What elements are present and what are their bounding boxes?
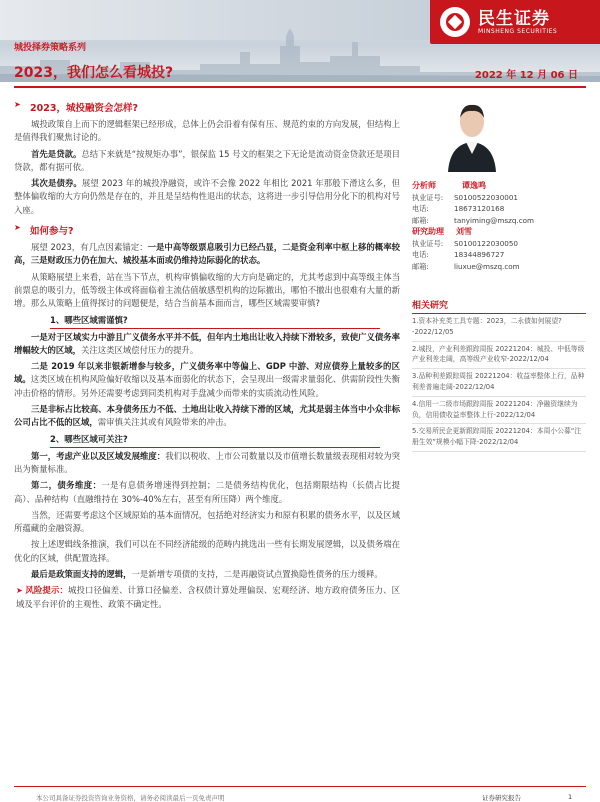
- analyst-info: 分析师 谭逸鸣 执业证号: S0100522030001 电话: 18673120168 邮箱: tanyiming@mszq.com 研究助理 刘雪 执业证号: S0100122030050 电话: 18344896727 邮箱: liuxue@mszq.com: [412, 181, 535, 271]
- paragraph: 首先是贷款。总结下来就是“按规矩办事”，银保监 15 号文的框架之下无论是流动资金贷款还是项目贷款，都有据可依。: [14, 148, 401, 172]
- paragraph: 按上述逻辑线条推演，我们可以在不同经济能级的范畴内挑选出一些有长期发展逻辑，以及债务端在优化的区域，供配置选择。: [14, 539, 400, 563]
- subsection-title-attention: 2、哪些区域可关注?: [50, 433, 380, 448]
- paragraph: 展望 2023，有几点因素锚定：一是中高等级票息吸引力已经凸显，二是资金利率中枢上移的概率较高，三是财政压力仍在加大、城投基本面或仍维持边际弱化的状态。: [14, 242, 400, 266]
- paragraph: 最后是政策面支持的逻辑，一是新增专项债的支持，二是再融资试点置换隐性债务的压力缓释。: [31, 569, 383, 580]
- paragraph: 三是非标占比较高、本身债务压力不低、土地出让收入持续下滑的区域，尤其是弱主体当中小众非标公司占比不低的区域，需审慎关注其或有风险带来的冲击。: [14, 404, 400, 428]
- logo-chinese-name: 民生证券: [478, 8, 550, 29]
- title-row: [0, 54, 600, 82]
- page-footer: [14, 786, 586, 802]
- related-research-item[interactable]: 3.品种利差跟踪周报 20221204：收益率整体上行，品种利差普遍走阔-2022/12/04: [412, 369, 586, 397]
- main-content: [14, 100, 400, 614]
- related-research-item[interactable]: 5.交易所民企更新跟踪周报 20221204：本周小公募“注册生效”规模小幅下降-2022/12/04: [412, 424, 586, 452]
- analyst-photo: [442, 96, 502, 172]
- assistant-role: 研究助理: [412, 227, 444, 236]
- related-research-title: 相关研究: [412, 298, 586, 314]
- paragraph: 当然，还需要考虑这个区域原始的基本面情况，包括绝对经济实力和原有积累的债务水平，以及区域所蕴藏的金融资源。: [14, 509, 400, 534]
- header-divider: [14, 86, 586, 88]
- related-research-item[interactable]: 4.信用一二级市场跟踪周报 20221204：净融资继续为负，信用债收益率整体上行-2022/12/04: [412, 397, 586, 425]
- assistant-email: liuxue@mszq.com: [454, 261, 520, 271]
- section-title-financing: ➤ 2023，城投融资会怎样?: [30, 100, 400, 114]
- assistant-name: 刘雪: [456, 227, 472, 236]
- paragraph: 从策略展望上来看，站在当下节点，机构审慎偏收缩的大方向是确定的，尤其考虑到中高等级主体当前票息的吸引力，低等级主体或将面临着主流估值敏感型机构的边际撤出，哪怕不撤出也很难有大量的新增。那么从策略上值得探讨的问题便是，结合当前基本面而言，哪些区域需要审慎?: [14, 271, 400, 309]
- document-type: 证券研究报告: [482, 794, 521, 802]
- related-research: [412, 298, 586, 452]
- page-title: 2023，我们怎么看城投?: [14, 65, 174, 81]
- related-research-item[interactable]: 2.城投，产业利差跟踪周报 20221204：城投、中低等级产业利差走阔，高等级产业收窄-2022/12/04: [412, 342, 586, 370]
- analyst-name: 谭逸鸣: [462, 181, 486, 190]
- risk-title: 风险提示：: [25, 585, 68, 596]
- paragraph-lead: 其次是债券。: [31, 178, 82, 189]
- paragraph-lead: 首先是贷款。: [31, 148, 82, 159]
- paragraph: 第二，债务维度：一是有息债务增速得到控制；二是债务结构优化，包括期限结构（长债占比提高）、品种结构（直融维持在 30%-40%左右，甚至有所压降）两个维度。: [14, 480, 401, 504]
- subsection-title-caution: 1、哪些区域需谨慎?: [50, 314, 380, 329]
- logo-english-name: MINSHENG SECURITIES: [478, 27, 558, 35]
- paragraph: 城投政策自上而下的逻辑框架已经形成，总体上仍会沿着有保有压、规范约束的方向发展，但结构上是值得我们聚焦讨论的。: [14, 119, 400, 143]
- related-research-item[interactable]: 1.资本补充类工具专题：2023，二永债如何展望? -2022/12/05: [412, 314, 586, 342]
- paragraph: 第一，考虑产业以及区域发展维度：我们以税收、上市公司数量以及市值增长数量级表现相对较为突出为衡量标准。: [14, 450, 400, 474]
- paragraph: 其次是债券。展望 2023 年的城投净融资，或许不会像 2022 年相比 2021 年那般下滑这么多，但整体偏收缩的大方向仍然是存在的，并且是呈结构性退出的状态，这将进一步引导信用分化下的机构对号入座。: [14, 178, 400, 215]
- disclaimer-text: 本公司具备证券投资咨询业务资格，请务必阅读最后一页免责声明: [36, 794, 225, 802]
- paragraph: 一是对于区域实力中游且广义债务水平并不低，但年内土地出让收入持续下滑较多，致使广义债务率增幅较大的区域，关注这类区域偿付压力的提升。: [14, 331, 400, 355]
- analyst-email: tanyiming@mszq.com: [454, 215, 535, 225]
- page-number: 1: [568, 793, 573, 801]
- paragraph: 二是 2019 年以来非银新增参与较多，广义债务率中等偏上、GDP 中游、对应债券上量较多的区域。这类区域在机构风险偏好收缩以及基本面弱化的状态下，会呈现出一级需求量弱化、供需阶段性失衡冲击价格的情形。另外还需要考虑到同类机构对手盘减少而带来的实质流动性风险。: [14, 361, 401, 398]
- report-date: 2022 年 12 月 06 日: [474, 70, 578, 81]
- report-series: 城投择券策略系列: [14, 43, 87, 53]
- brand-logo: [430, 0, 600, 44]
- risk-paragraph: ➤ 风险提示：城投口径偏差、计算口径偏差、含权债计算处理偏误、宏观经济、地方政府债务压力、区域及平台评价的主观性、政策不确定性。: [16, 585, 401, 609]
- logo-icon: [440, 7, 470, 37]
- analyst-role: 分析师: [412, 181, 436, 190]
- section-title-participation: ➤ 如何参与?: [30, 223, 400, 237]
